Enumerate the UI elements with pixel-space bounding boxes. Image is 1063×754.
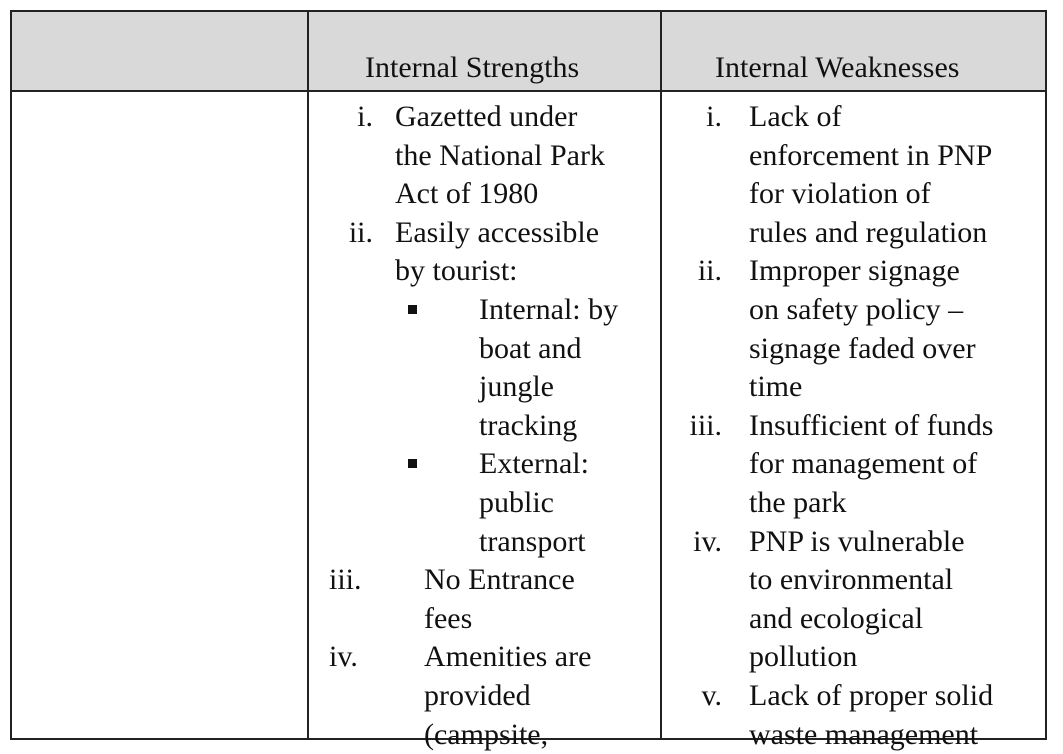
weaknesses-item-line: the park (749, 485, 847, 519)
strengths-item-line: (campsite, (424, 717, 549, 751)
header-internal-strengths: Internal Strengths (365, 51, 580, 84)
weaknesses-item-line: rules and regulation (749, 215, 988, 249)
weaknesses-item-marker: iv. (693, 524, 722, 558)
weaknesses-item-line: PNP is vulnerable (749, 524, 965, 558)
strengths-item-line: boat and (479, 331, 582, 365)
strengths-item-marker: iv. (329, 640, 358, 674)
strengths-item-line: External: (479, 447, 589, 481)
weaknesses-item-line: Lack of proper solid (749, 679, 994, 712)
strengths-item-line: the National Park (395, 138, 605, 172)
weaknesses-item-line: waste management (749, 717, 979, 751)
weaknesses-item-line: for violation of (749, 177, 931, 211)
weaknesses-item-marker: ii. (697, 254, 722, 288)
strengths-item-line: Easily accessible (395, 215, 600, 249)
weaknesses-item-line: and ecological (749, 601, 924, 635)
header-internal-weaknesses: Internal Weaknesses (715, 51, 960, 84)
weaknesses-item-line: signage faded over (749, 331, 976, 365)
weaknesses-item-line: for management of (749, 447, 978, 481)
strengths-item-line: No Entrance (424, 563, 575, 597)
strengths-item-line: jungle (479, 370, 554, 404)
strengths-item-marker: iii. (329, 563, 362, 597)
weaknesses-item-line: to environmental (749, 563, 954, 597)
strengths-item-line: Act of 1980 (395, 177, 539, 211)
weaknesses-item-line: time (749, 370, 803, 404)
strengths-item-line: tracking (479, 408, 578, 442)
weaknesses-item-marker: v. (701, 679, 722, 712)
strengths-item-marker: ii. (348, 215, 373, 249)
weaknesses-item-line: on safety policy – (749, 292, 964, 326)
strengths-item-line: Gazetted under (395, 100, 578, 133)
weaknesses-item-line: pollution (749, 640, 858, 674)
weaknesses-item-line: enforcement in PNP (749, 138, 993, 172)
strengths-item-line: provided (424, 678, 531, 712)
weaknesses-item-marker: i. (706, 100, 722, 133)
strengths-item-line: public (479, 485, 554, 519)
column-divider-1 (307, 12, 309, 738)
weaknesses-item-line: Lack of (749, 100, 842, 133)
strengths-item-line: by tourist: (395, 254, 518, 288)
strengths-item-line: Amenities are (424, 640, 592, 674)
strengths-item-marker: i. (357, 100, 373, 133)
bullet-square-icon (408, 305, 417, 314)
weaknesses-item-line: Improper signage (749, 254, 960, 288)
table-header-row (12, 12, 1045, 92)
strengths-item-line: transport (479, 524, 586, 558)
swot-table (10, 10, 1047, 751)
weaknesses-item-line: Insufficient of funds (749, 408, 994, 442)
strengths-item-line: Internal: by (479, 293, 619, 326)
weaknesses-item-marker: iii. (689, 408, 722, 442)
bullet-square-icon (408, 459, 417, 468)
strengths-item-line: fees (424, 601, 473, 635)
